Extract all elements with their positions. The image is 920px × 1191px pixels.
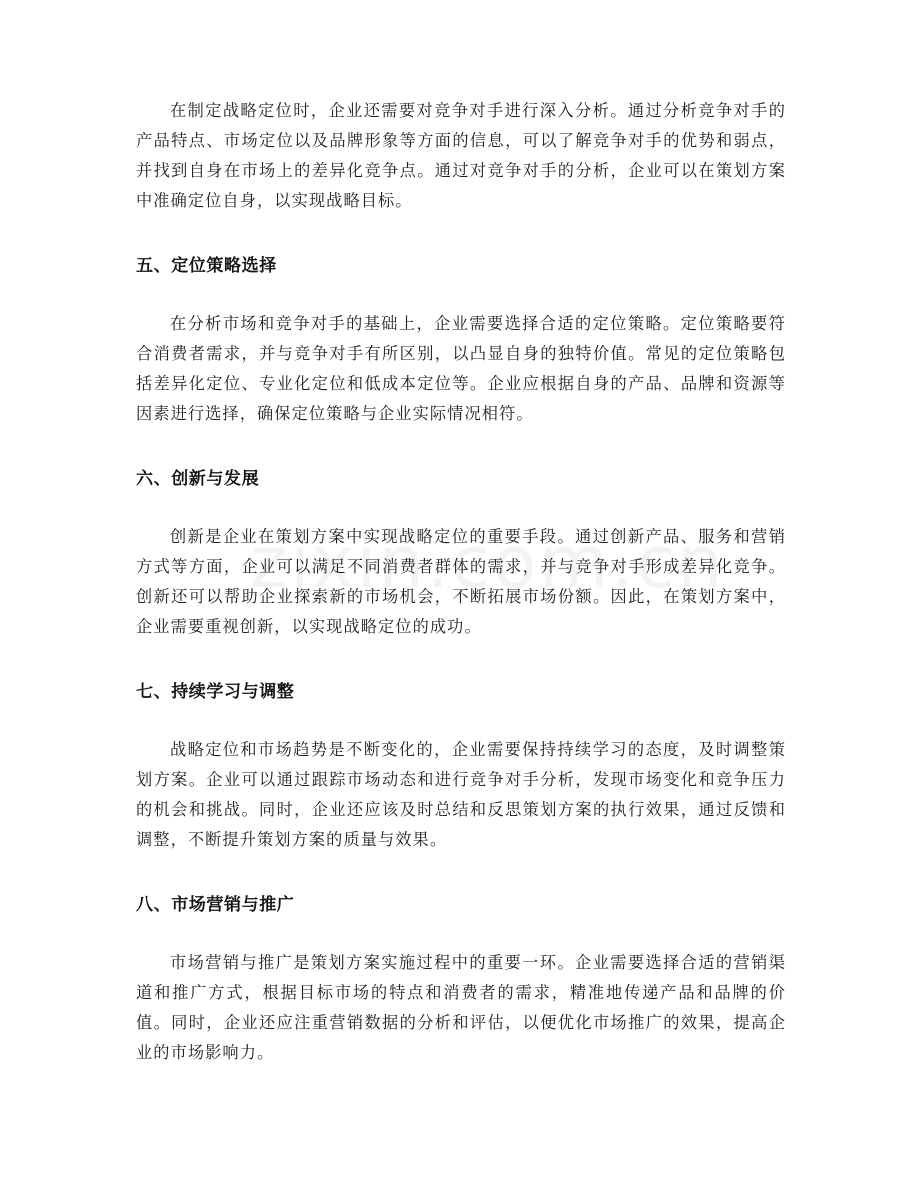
paragraph-section-6: 创新是企业在策划方案中实现战略定位的重要手段。通过创新产品、服务和营销方式等方面，企业可以满足不同消费者群体的需求，并与竞争对手形成差异化竞争。创新还可以帮助企业探索新的市场机会，不断拓展市场份额。因此，在策划方案中，企业需要重视创新，以实现战略定位的成功。: [136, 527, 786, 636]
section-heading-7: 七、持续学习与调整: [136, 682, 295, 702]
paragraph-section-8: 市场营销与推广是策划方案实施过程中的重要一环。企业需要选择合适的营销渠道和推广方式，根据目标市场的特点和消费者的需求，精准地传递产品和品牌的价值。同时，企业还应注重营销数据的分析和评估，以便优化市场推广的效果，提高企业的市场影响力。: [136, 953, 786, 1062]
section-heading-8: 八、市场营销与推广: [136, 895, 295, 915]
paragraph-section-5: 在分析市场和竞争对手的基础上，企业需要选择合适的定位策略。定位策略要符合消费者需求，并与竞争对手有所区别，以凸显自身的独特价值。常见的定位策略包括差异化定位、专业化定位和低成本定位等。企业应根据自身的产品、品牌和资源等因素进行选择，确保定位策略与企业实际情况相符。: [136, 314, 786, 423]
document-body: [136, 96, 786, 1068]
paragraph-section-7: 战略定位和市场趋势是不断变化的，企业需要保持持续学习的态度，及时调整策划方案。企业可以通过跟踪市场动态和进行竞争对手分析，发现市场变化和竞争压力的机会和挑战。同时，企业还应该及时总结和反思策划方案的执行效果，通过反馈和调整，不断提升策划方案的质量与效果。: [136, 740, 786, 849]
paragraph-competitor-analysis: 在制定战略定位时，企业还需要对竞争对手进行深入分析。通过分析竞争对手的产品特点、市场定位以及品牌形象等方面的信息，可以了解竞争对手的优势和弱点，并找到自身在市场上的差异化竞争点。通过对竞争对手的分析，企业可以在策划方案中准确定位自身，以实现战略目标。: [136, 101, 786, 210]
section-heading-5: 五、定位策略选择: [136, 256, 277, 276]
section-heading-6: 六、创新与发展: [136, 469, 260, 489]
